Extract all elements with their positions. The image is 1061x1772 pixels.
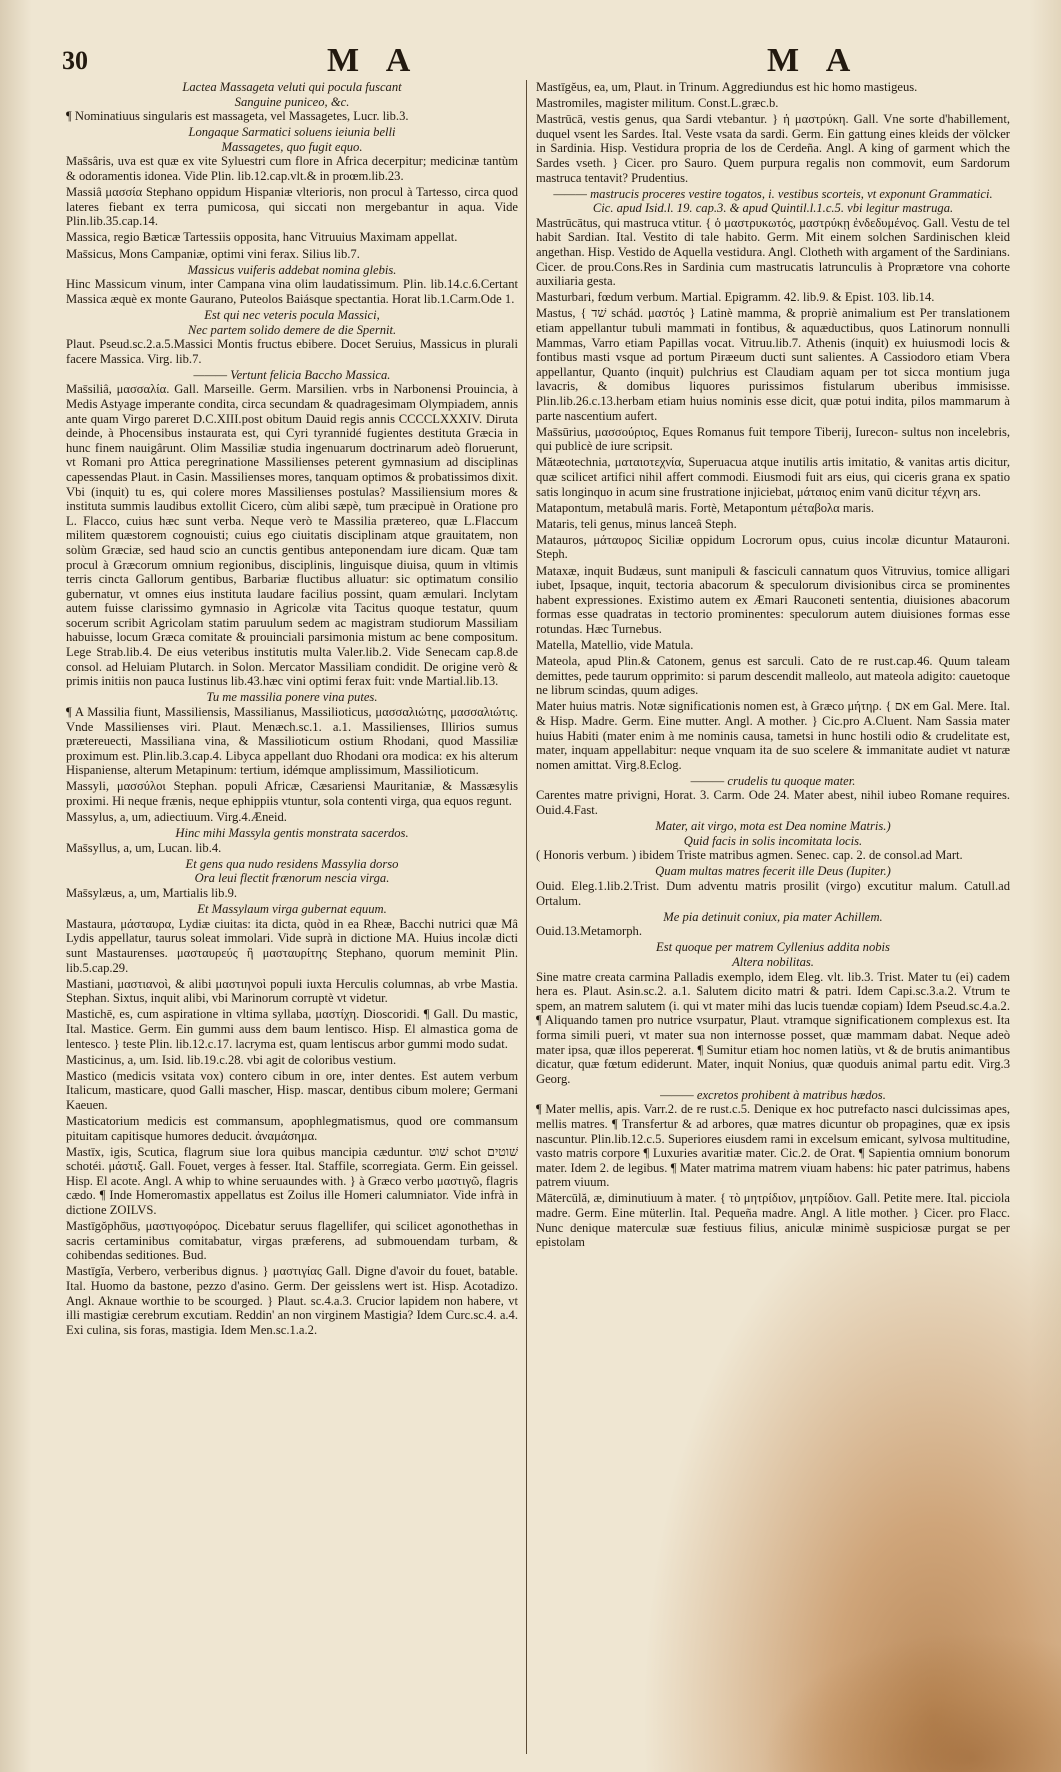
dictionary-entry: Masticinus, a, um. Isid. lib.19.c.28. vbi agit de coloribus vestium. xyxy=(66,1052,397,1067)
dictionary-entry: Mātercūlă, æ, diminutiuum à mater. { τὸ μητρίδιον, μητρίδιον. Gall. Petite mere. Ital. picciola madre. Germ. Eine müterlin. Ital. Pequeña madre. Angl. A litle mother. } Cicer. pro Flacc. Nunc denique materculæ suæ festiuus filius, aniculæ minimè suspiciosæ purgat se per epistolam xyxy=(536,1191,1010,1250)
verse-quotation: Mater, ait virgo, mota est Dea nomine Matris.) xyxy=(655,819,891,834)
dictionary-entry: Massyli, μασσύλοι Stephan. populi Africæ, Cæsariensi Mauritaniæ, & Massæsylis proximi. Hi neque frænis, neque ephippiis vtuntur, sola contenti virga, qua equos regunt. xyxy=(66,779,518,808)
dictionary-entry: Mas̄siliâ, μασσαλία. Gall. Marseille. Germ. Marsilien. vrbs in Narbonensi Prouincia, à Medis Astyage imperante condita, circa secundam & quadragesimam Olympiadem, annis ante quam Virgo pareret D.C.XIII.post obitum Dauid regis annis CCCCLXXXIV. Diruta deinde, à Phocensibus instaurata est, qui Cyri tyrannidé fugientes destituta Græcia in hunc finem nauigârunt. Olim Massiliæ studia ingenuarum doctrinarum adeò floruerunt, vt Romani pro Attica peregrinatione Massilienses peterent gymnasium ad disciplinas capessendas Plaut. in Casin. Massilienses mores, tanquam optimos & probatissimos dixit. Vbi (inquit) tu es, qui colere mores Massilienses postulas? Massiliensium mores & instituta summis laudibus extollit Cicero, cùm alibi sæpè, tum præcipuè in Oratione pro L. Flacco, cuius hæc sunt verba. Neque verò te Massilia prætereo, quæ L.Flaccum militem quæstorem cognouisti; cuius ego ciuitatis disciplinam atque grauitatem, non solùm Græciæ, sed haud scio an cunctis gentibus anteponendam iure dicam. Quæ tam procul à Græcorum omnium regionibus, disciplinis, linguisque diuisa, quum in vltimis terris cincta Gallorum gentibus, Barbariæ fluctibus alluatur: sic optimatum consilio gubernatur, vt omnes eius instituta laudare facilius possint, quam æmulari. Inclytam autem fuisse clarissimo gymnasio in Agricolæ vita Tacitus quoque testatur, quum socerum scribit Agricolam statim paruulum sedem ac magistram studiorum Massiliam habuisse, locum Græca comitate & prouinciali parsimonia mistum ac bene compositum. Lege Strab.lib.4. De eius veteribus institutis multa Valer.lib.2. Vide Senecam cap.8.de consol. ad Heluiam Plutarch. in Solon. Mercator Massiliam condidit. De origine verò & primis initiis non pauca Iustinus lib.43.hæc vini optimi ferax fuit: vnde Martial.lib.13. xyxy=(66,382,518,689)
verse-quotation: Quam multas matres fecerit ille Deus (Iupiter.) xyxy=(655,864,891,879)
verse-quotation: ——— crudelis tu quoque mater. xyxy=(690,773,856,788)
verse-quotation: Lactea Massageta veluti qui pocula fuscant xyxy=(182,80,402,94)
left-column xyxy=(66,80,518,1754)
dictionary-entry: Mataris, teli genus, minus lanceâ Steph. xyxy=(536,516,737,531)
dictionary-entry: Mastrūcā, vestis genus, qua Sardi vtebantur. } ἡ μαστρύκη. Gall. Vne sorte d'habillement, duquel vsent les Sardes. Ital. Veste vsata da sardi. Germ. Ein gattung eines kleids der völcker in Sardinia. Hisp. Vestidura propria de los de Cerdeña. Angl. A king of garment which the Sardes vseth. } Cicer. pro Sauro. Quem purpura regalis non commovit, eum Sardorum mastruca tentavit? Prudentius. xyxy=(536,112,1010,185)
dictionary-entry: Ouid. Eleg.1.lib.2.Trist. Dum adventu matris prosilit (virgo) excutitur malum. Catull.ad Ortalum. xyxy=(536,878,1010,908)
dictionary-entry: Mas̄sâris, uva est quæ ex vite Syluestri cum flore in Africa decerpitur; medicinæ tantùm & odoramentis idonea. Vide Plin. lib.12.cap.vlt.& in proœm.lib.23. xyxy=(66,154,518,184)
dictionary-entry: Mastromiles, magister militum. Const.L.græc.b. xyxy=(536,96,779,111)
dictionary-entry: Ouid.13.Metamorph. xyxy=(536,924,642,939)
dictionary-entry: Massylus, a, um, adiectiuum. Virg.4.Æneid. xyxy=(66,810,287,825)
dictionary-entry: Mater huius matris. Notæ significationis nomen est, à Græco μήτηρ. { אם em Gal. Mere. Ital. & Hisp. Madre. Germ. Eine mutter. Angl. A mother. } Cic.pro A.Cluent. Nam Sassia mater huius Habiti (mater enim à me nominis causa, tametsi in hunc hostili odio & crudelitate est, mater, inquam appellabitur: neque vnquam ita de suo scelere & immanitate audiet vt naturæ nomen amittat. Virg.8.Eclog. xyxy=(536,699,1010,772)
verse-quotation: Massicus vuiferis addebat nomina glebis. xyxy=(187,262,397,277)
verse-quotation: Sanguine puniceo, &c. xyxy=(234,94,350,109)
verse-quotation: Nec partem solido demere de die Spernit. xyxy=(187,322,397,337)
dictionary-entry: Mastichē, es, cum aspiratione in vltima syllaba, μαστίχη. Dioscoridi. ¶ Gall. Du mastic, Ital. Mastice. Germ. Ein gummi auss dem baum lentisco. Hisp. El almastica goma de lentesco. } teste Plin. lib.12.c.17. lacryma est, quam lentiscus arbor gummi modo sudat. xyxy=(66,1007,518,1051)
verse-quotation: Tu me massilia ponere vina putes. xyxy=(206,690,378,705)
dictionary-entry: Masticatorium medicis est commansum, apophlegmatismus, quod ore commansum pituitam capitisque humores deducit. ἀναμάσημα. xyxy=(66,1113,518,1143)
dictionary-entry: Carentes matre privigni, Horat. 3. Carm. Ode 24. Mater abest, nihil iubeo Romane requires. Ouid.4.Fast. xyxy=(536,788,1010,817)
dictionary-entry: Mastīgĕus, ea, um, Plaut. in Trinum. Aggrediundus est hic homo mastigeus. xyxy=(536,80,918,94)
dictionary-entry: Mastiani, μαστιανοὶ, & alibi μαστιηνοὶ populi iuxta Herculis columnas, ab vrbe Mastia. Stephan. Sixtus, inquit alibi, vbi Marinorum corruptè vt videtur. xyxy=(66,976,518,1006)
verse-quotation: ——— excretos prohibent à matribus hædos. xyxy=(660,1087,886,1102)
dictionary-entry: Mas̄sūrius, μασσούριος, Eques Romanus fuit tempore Tiberij, Iurecon- sultus non incelebris, qui publicè de iure scripsit. xyxy=(536,424,1010,454)
dictionary-entry: Massiâ μασσία Stephano oppidum Hispaniæ vlterioris, non procul à Tartesso, circa quod lateres fiebant ex terra pumicosa, qui siccati non mergebantur in aqua. Vide Plin.lib.35.cap.14. xyxy=(66,185,518,229)
dictionary-entry: Matapontum, metabulâ maris. Fortè, Metapontum μέταβολα maris. xyxy=(536,500,875,515)
dictionary-entry: Plaut. Pseud.sc.2.a.5.Massici Montis fructus ebibere. Docet Seruius, Massicus in plurali facere Massica. Virg. lib.7. xyxy=(66,337,518,366)
verse-quotation: ——— mastrucis proceres vestire togatos, i. vestibus scorteis, vt exponunt Grammatici. Cic. apud Isid.l. 19. cap.3. & apud Quintil.l.1.c.5. vbi legitur mastruga. xyxy=(553,186,993,216)
verse-quotation: Me pia detinuit coniux, pia mater Achillem. xyxy=(663,909,883,924)
dictionary-entry: Mas̄sicus, Mons Campaniæ, optimi vini ferax. Silius lib.7. xyxy=(66,246,360,261)
dictionary-entry: Hinc Massicum vinum, inter Campana vina olim laudatissimum. Plin. lib.14.c.6.Certant Massica æquè ex monte Gaurano, Puteolos Baiásque spectantia. Horat lib.1.Carm.Ode 1. xyxy=(66,277,518,306)
dictionary-entry: Sine matre creata carmina Palladis exemplo, idem Eleg. vlt. lib.3. Trist. Mater tu (ei) cadem hera es. Plaut. Asin.sc.2. a.1. Salutem dicito matri & patri. Idem Capi.sc.3.a.2. Vtrum te spem, an matrem salutem (i. qui vt mater mihi das lucis tuendæ copiam) Idem Pseud.sc.4.a.2. ¶ Aliquando tamen pro nutrice vsurpatur, Plaut. vtramque significationem complexus est. Ita forma simili pueri, vt mater sua non internosse posset, quæ mammam dabat. Neque adeò mater ipsa, quæ illos pepererat. ¶ Sumitur etiam hoc nomen latiùs, vt & de brutis animantibus dicatur, quæ fœtum ediderunt. Mater, inquit Nonius, quæ quoduis animal partu edit. Virg.3 Georg. xyxy=(536,969,1010,1086)
verse-quotation: Et gens qua nudo residens Massylia dorso xyxy=(185,856,399,871)
dictionary-entry: Mastus, { שׁד schád. μαστός } Latinè mamma, & propriè animalium est Per translationem etiam appellantur tubuli mammati in fontibus, & aquæductibus, quos Latinorum nonnulli Mammas, Varro etiam Papillas vocat. Vitruu.lib.7. Athenis (inquit) ex huiusmodi locis & fontibus masti vsque ad portum Piræeum ducti sunt salientes. A Cassiodoro etiam Vbera appellantur, Quanto (inquit) pulchrius est Claudiam aquam per tot sicca montium juga lavacris, & domibus liquores purissimos fistularum uberibus immisisse. Plin.lib.26.c.13.herbam etiam huius nominis esse dicit, quæ potui indita, pilos mammarum à parte nascentium aufert. xyxy=(536,306,1010,423)
verse-quotation: Quid facis in solis incomitata locis. xyxy=(683,833,863,848)
page-number: 30 xyxy=(62,46,88,75)
verse-quotation: Longaque Sarmatici soluens ieiunia belli xyxy=(188,125,396,140)
right-column xyxy=(536,80,1010,1754)
dictionary-entry: ( Honoris verbum. ) ibidem Triste matribus agmen. Senec. cap. 2. de consol.ad Mart. xyxy=(536,848,963,863)
dictionary-entry: ¶ A Massilia fiunt, Massiliensis, Massilianus, Massilioticus, μασσαλιώτης, μασσαλιώτις. Vnde Massilienses viri. Plaut. Menæch.sc.1. a.1. Massilienses, Illirios sumus prætereuecti, Massiliana vina, & Massilioticum ostium Rhodani, quod Massiliæ proximum est. Plin.lib.3.cap.4. Libyca appellant duo Rhodani ora modica: ex his alterum Hispaniense, alterum Metapinum: tertium, idémque amplissimum, Massilioticum. xyxy=(66,704,518,778)
dictionary-entry: ¶ Nominatiuus singularis est massageta, vel Massagetes, Lucr. lib.3. xyxy=(66,109,409,124)
dictionary-entry: Mastīgĭa, Verbero, verberibus dignus. } μαστιγίας Gall. Digne d'avoir du fouet, batable. Ital. Huomo da bastone, pezzo d'asino. Germ. Der geisslens wert ist. Hisp. Acotadizo. Angl. Aknaue worthie to be scourged. } Plaut. sc.4.a.3. Crucior lapidem non habere, vt illi mastigiæ cerebrum excutiam. Reddin' an non virginem Mastigia? Idem Curc.sc.4. a.4. Exi culina, sis foras, mastigia. Idem Men.sc.1.a.2. xyxy=(66,1264,518,1337)
dictionary-entry: Mastrūcātus, qui mastruca vtitur. { ὁ μαστρυκωτός, μαστρύκῃ ἐνδεδυμένος. Gall. Vestu de tel habit Sardian. Ital. Vestito di tale habito. Germ. Mit einem solchen Sardinischen kleid angethan. Hisp. Vestido de Aquella vestidura. Angl. Clotheth with argament of the Sardinians. Cicer. de prou.Cons.Res in Sardinia cum mastrucatis latrunculis à Proprætore vna cohorte auxiliaria gesta. xyxy=(536,215,1010,289)
dictionary-entry: Massica, regio Bæticæ Tartessiis opposita, hanc Vitruuius Maximam appellat. xyxy=(66,230,458,245)
dictionary-entry: Mateola, apud Plin.& Catonem, genus est sarculi. Cato de re rust.cap.46. Quum taleam demittes, pede taurum opprimito: si parum descendit malleolo, aut mateola adigito: cauetoque ne librum scindas, quum adiges. xyxy=(536,654,1010,698)
verse-quotation: Ora leui flectit frænorum nescia virga. xyxy=(194,871,390,886)
dictionary-entry: Matella, Matellio, vide Matula. xyxy=(536,637,694,652)
dictionary-entry: Matauros, μάταυρος Siciliæ oppidum Locrorum opus, cuius incolæ dicuntur Matauroni. Steph. xyxy=(536,532,1010,562)
dictionary-entry: Mastīgŏphŏ̄us, μαστιγοφόρος. Dicebatur seruus flagellifer, qui scilicet agonothethas in sacris certaminibus comitabatur, virgas præferens, ad submouendam turbam, & cohibendas seditiones. Bud. xyxy=(66,1219,518,1263)
verse-quotation: Est quoque per matrem Cyllenius addita nobis xyxy=(656,940,890,955)
running-head-right: M A xyxy=(767,42,861,79)
column-divider xyxy=(526,80,527,1754)
dictionary-entry: Mas̄syllus, a, um, Lucan. lib.4. xyxy=(66,840,222,855)
dictionary-entry: Mas̄sylæus, a, um, Martialis lib.9. xyxy=(66,886,238,901)
verse-quotation: Hinc mihi Massyla gentis monstrata sacerdos. xyxy=(175,826,409,841)
dictionary-entry: Mastīx, igis, Scutica, flagrum siue lora quibus mancipia cæduntur. שׁוט schot שׁוטים schotéi. μάστιξ. Gall. Fouet, verges à fesser. Ital. Staffile, scorregiata. Germ. Ein geissel. Hisp. El acote. Angl. A whip to whine seruaundes with. } à Græco verbo μαστιγῶ, flagris cædo. ¶ Inde Homeromastix appellatus est Zoilus ille Homeri calumniator. Vide infrà in dictione ZOILVS. xyxy=(66,1144,518,1218)
verse-quotation: Massagetes, quo fugit equo. xyxy=(221,139,363,154)
running-head-left: M A xyxy=(327,42,421,79)
dictionary-entry: Masturbari, fœdum verbum. Martial. Epigramm. 42. lib.9. & Epist. 103. lib.14. xyxy=(536,290,935,305)
verse-quotation: ——— Vertunt felicia Baccho Massica. xyxy=(193,367,391,382)
verse-quotation: Et Massylaum virga gubernat equum. xyxy=(197,902,387,917)
dictionary-entry: Mataxæ, inquit Budæus, sunt manipuli & fasciculi cannatum quos Vitruvius, tomice alligari iubet, Ipsaque, inquit, tectoria abacorum & speculorum divisionibus circa se prominentes habent expressiones. Existimo autem ex Æmari Rauconeti sententia, diuisiones abacorum formas esse quadratas in tectorio prominentes: speculorum autem diuisiones formas esse rotundas. Hæc Turnebus. xyxy=(536,563,1010,636)
verse-quotation: Altera nobilitas. xyxy=(732,954,814,969)
dictionary-entry: Mastaura, μάσταυρα, Lydiæ ciuitas: ita dicta, quòd in ea Rheæ, Bacchi nutrici quæ Mâ Lydis appellatur, taurus soleat immolari. Vide suprà in dictione MA. Huius incolæ dicti sunt Mastaurenses. μασταυρεύς ἢ μασταυρίτης Stephano, quorum meminit Plin. lib.5.cap.29. xyxy=(66,916,518,975)
dictionary-entry: Mătæotechnia, ματαιοτεχνία, Superuacua atque inutilis artis imitatio, & vanitas artis dicitur, quæ scilicet artifici nihil affert commodi. Eiusmodi fuit ars eius, qui ciceris grana ex spatio satis longinquo in acum sine frustratione injiciebat, μάταιος enim vanū dicitur τέχνη ars. xyxy=(536,455,1010,499)
dictionary-entry: ¶ Mater mellis, apis. Varr.2. de re rust.c.5. Denique ex hoc putrefacto nasci dulcissimas apes, mellis matres. ¶ Transfertur & ad arbores, quæ matres dicuntur ob propagines, quæ ex ipsis nascuntur. Plin.lib.12.c.5. Superiores eiusdem rami in excelsum emicant, sylvosa multitudine, vasto matris corpore ¶ Luxuries avaritiæ mater. Cic.2. de Orat. ¶ Sapientia omnium bonorum mater. Idem 2. de legibus. ¶ Mater matrima matrem viuam habens: hic pater patrimus, habens patrem viuum. xyxy=(536,1102,1010,1190)
dictionary-entry: Mastico (medicis vsitata vox) contero cibum in ore, inter dentes. Est autem verbum Italicum, masticare, quod Galli mascher, Hisp. mascar, dentibus cibum molere; Germani Kaeuen. xyxy=(66,1068,518,1112)
verse-quotation: Est qui nec veteris pocula Massici, xyxy=(204,307,380,322)
